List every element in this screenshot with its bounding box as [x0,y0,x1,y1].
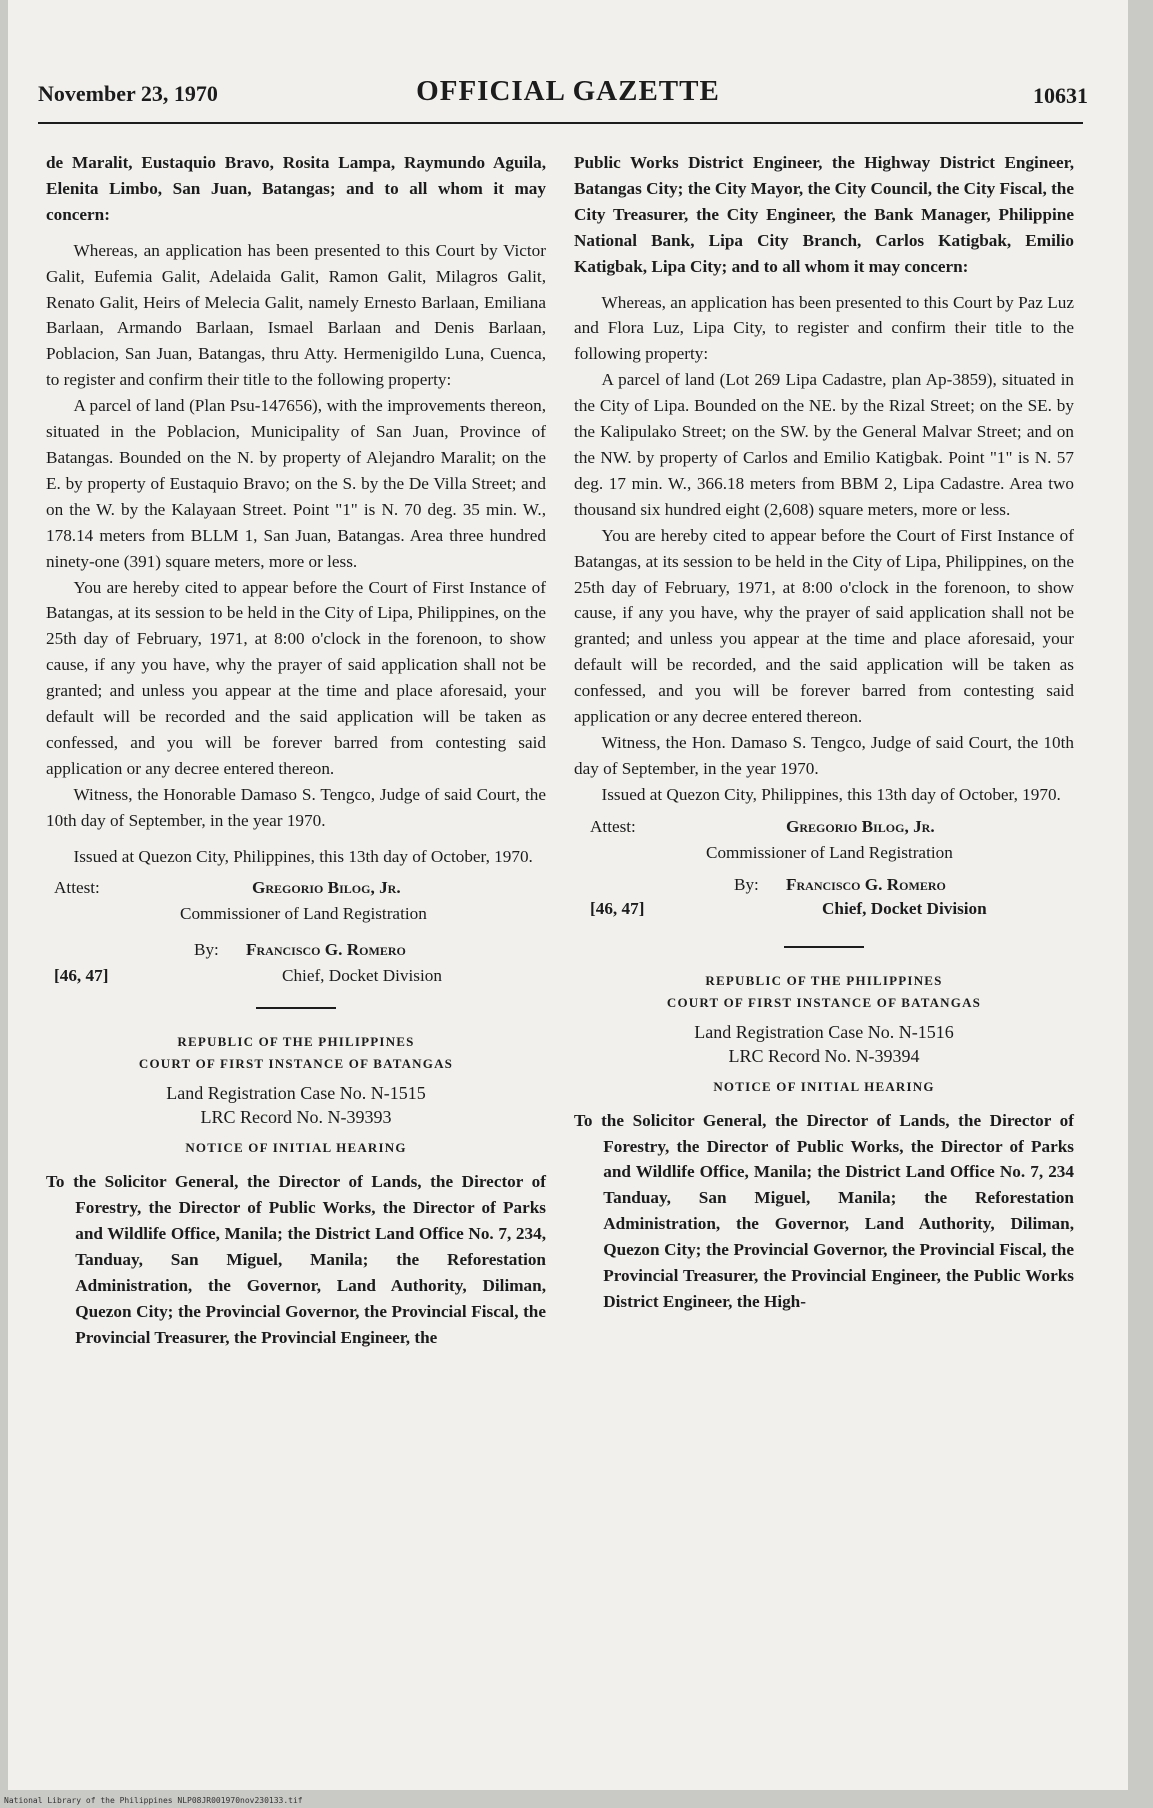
representative-name: Francisco G. Romero [246,940,406,960]
commissioner-title: Commissioner of Land Registration [180,904,427,924]
republic-heading: REPUBLIC OF THE PHILIPPINES [177,1034,415,1050]
left-citation: You are hereby cited to appear before the Court of First Instance of Batangas, at its session to be held in the City of Lipa, Philippines, on the 25th day of February, 1971, at 8:00 o'clock in the forenoon, to show cause, if any you have, why the prayer of said application shall not be granted; and unless you appear at the time and place aforesaid, your default will be recorded and the said application will be taken as confessed, and you will be forever barred from contesting said application or any decree entered thereon. [46,577,546,778]
court-heading: COURT OF FIRST INSTANCE OF BATANGAS [138,1056,454,1072]
reference-number: [46, 47] [590,898,645,918]
record-number: LRC Record No. N-39394 [728,1045,920,1066]
issue-date: November 23, 1970 [38,81,218,106]
right-intro: Public Works District Engineer, the Highway District Engineer, Batangas City; the City Mayor, the City Council, the City Fiscal, the City Treasurer, the City Engineer, the Bank Manager, Philippine National Bank, Lipa City Branch, Carlos Katigbak, Emilio Katigbak, Lipa City; and to all whom it may concern: [574,153,1074,276]
by-label: By: [194,940,219,960]
publication-title: OFFICIAL GAZETTE [416,75,720,107]
commissioner-name: Gregorio Bilog, Jr. [252,878,401,898]
commissioner-name: Gregorio Bilog, Jr. [786,816,935,836]
section-divider [784,946,864,948]
left-signature-block [46,875,546,993]
right-issued: Issued at Quezon City, Philippines, this 13th day of October, 1970. [601,784,1061,804]
left-parcel: A parcel of land (Plan Psu-147656), with the improvements thereon, situated in the Poblacion, Municipality of San Juan, Province of Batangas. Bounded on the N. by property of Alejandro Maralit; on the E. by property of Eustaquio Bravo; on the S. by the De Villa Street; and on the W. by the Kalayaan Street. Point "1" is N. 70 deg. 35 min. W., 178.14 meters from BLLM 1, San Juan, Batangas. Area three hundred ninety-one (391) square meters, more or less. [46,396,546,571]
commissioner-title: Commissioner of Land Registration [706,842,953,862]
case-number: Land Registration Case No. N-1516 [694,1021,954,1042]
right-whereas: Whereas, an application has been presented to this Court by Paz Luz and Flora Luz, Lipa City, to register and confirm their title to the following property: [574,292,1074,364]
left-column [46,150,546,1351]
notice-heading: NOTICE OF INITIAL HEARING [713,1078,935,1094]
addressee-list: To the Solicitor General, the Director of Lands, the Director of Forestry, the Director of Public Works, the Director of Parks and Wildlife Office, Manila; the District Land Office No. 7, 234 Tanduay, San Miguel, Manila; the Reforestation Administration, the Governor, Land Authority, Diliman, Quezon City; the Provincial Governor, the Provincial Fiscal, the Provincial Treasurer, the Provincial Engineer, the Public Works District Engineer, the High- [574,1110,1074,1311]
header-rule [38,122,1083,124]
page-header [38,75,1098,115]
page-number: 10631 [1033,83,1088,108]
scan-footer: National Library of the Philippines NLP08JR001970nov230133.tif [4,1796,303,1805]
by-label: By: [734,874,759,894]
left-intro: de Maralit, Eustaquio Bravo, Rosita Lampa, Raymundo Aguila, Elenita Limbo, San Juan, Batangas; and to all whom it may concern: [46,153,546,224]
representative-title: Chief, Docket Division [822,898,987,918]
left-witness: Witness, the Honorable Damaso S. Tengco, Judge of said Court, the 10th day of September, in the year 1970. [46,784,546,830]
representative-title: Chief, Docket Division [282,966,442,986]
reference-number: [46, 47] [54,966,109,986]
attest-label: Attest: [590,816,636,836]
right-witness: Witness, the Hon. Damaso S. Tengco, Judge of said Court, the 10th day of September, in the year 1970. [574,732,1074,778]
notice-heading: NOTICE OF INITIAL HEARING [185,1140,407,1156]
republic-heading: REPUBLIC OF THE PHILIPPINES [705,972,943,988]
court-heading: COURT OF FIRST INSTANCE OF BATANGAS [666,994,982,1010]
gazette-page [8,0,1128,1790]
attest-label: Attest: [54,878,100,898]
case-number: Land Registration Case No. N-1515 [166,1083,426,1104]
representative-name: Francisco G. Romero [786,874,946,894]
right-signature-block [574,814,1074,932]
section-divider [256,1007,336,1009]
right-column [574,150,1074,1315]
record-number: LRC Record No. N-39393 [200,1107,392,1128]
left-whereas: Whereas, an application has been presented to this Court by Victor Galit, Eufemia Galit, Adelaida Galit, Ramon Galit, Milagros Galit, Renato Galit, Heirs of Melecia Galit, namely Ernesto Barlaan, Emiliana Barlaan, Armando Barlaan, Ismael Barlaan and Denis Barlaan, Poblacion, San Juan, Batangas, thru Atty. Hermenigildo Luna, Cuenca, to register and confirm their title to the following property: [46,240,546,390]
left-issued: Issued at Quezon City, Philippines, this 13th day of October, 1970. [73,846,533,866]
right-citation: You are hereby cited to appear before the Court of First Instance of Batangas, at its session to be held in the City of Lipa, Philippines, on the 25th day of February, 1971, at 8:00 o'clock in the forenoon, to show cause, if any you have, why the prayer of said application shall not be granted; and unless you appear at the time and place aforesaid, your default will be recorded, and the said application will be taken as confessed, and you will be forever barred from contesting said application or any decree entered thereon. [574,525,1074,727]
addressee-list: To the Solicitor General, the Director of Lands, the Director of Forestry, the Director of Public Works, the Director of Parks and Wildlife Office, Manila; the District Land Office No. 7, 234, Tanduay, San Miguel, Manila; the Reforestation Administration, the Governor, Land Authority, Diliman, Quezon City; the Provincial Governor, the Provincial Fiscal, the Provincial Treasurer, the Provincial Engineer, the [46,1172,546,1347]
right-parcel: A parcel of land (Lot 269 Lipa Cadastre, plan Ap-3859), situated in the City of Lipa. Bounded on the NE. by the Rizal Street; on the SE. by the Kalipulako Street; on the SW. by the General Malvar Street; and on the NW. by property of Carlos and Emilio Katigbak. Point "1" is N. 57 deg. 17 min. W., 366.18 meters from BBM 2, Lipa Cadastre. Area two thousand six hundred eight (2,608) square meters, more or less. [574,370,1074,519]
